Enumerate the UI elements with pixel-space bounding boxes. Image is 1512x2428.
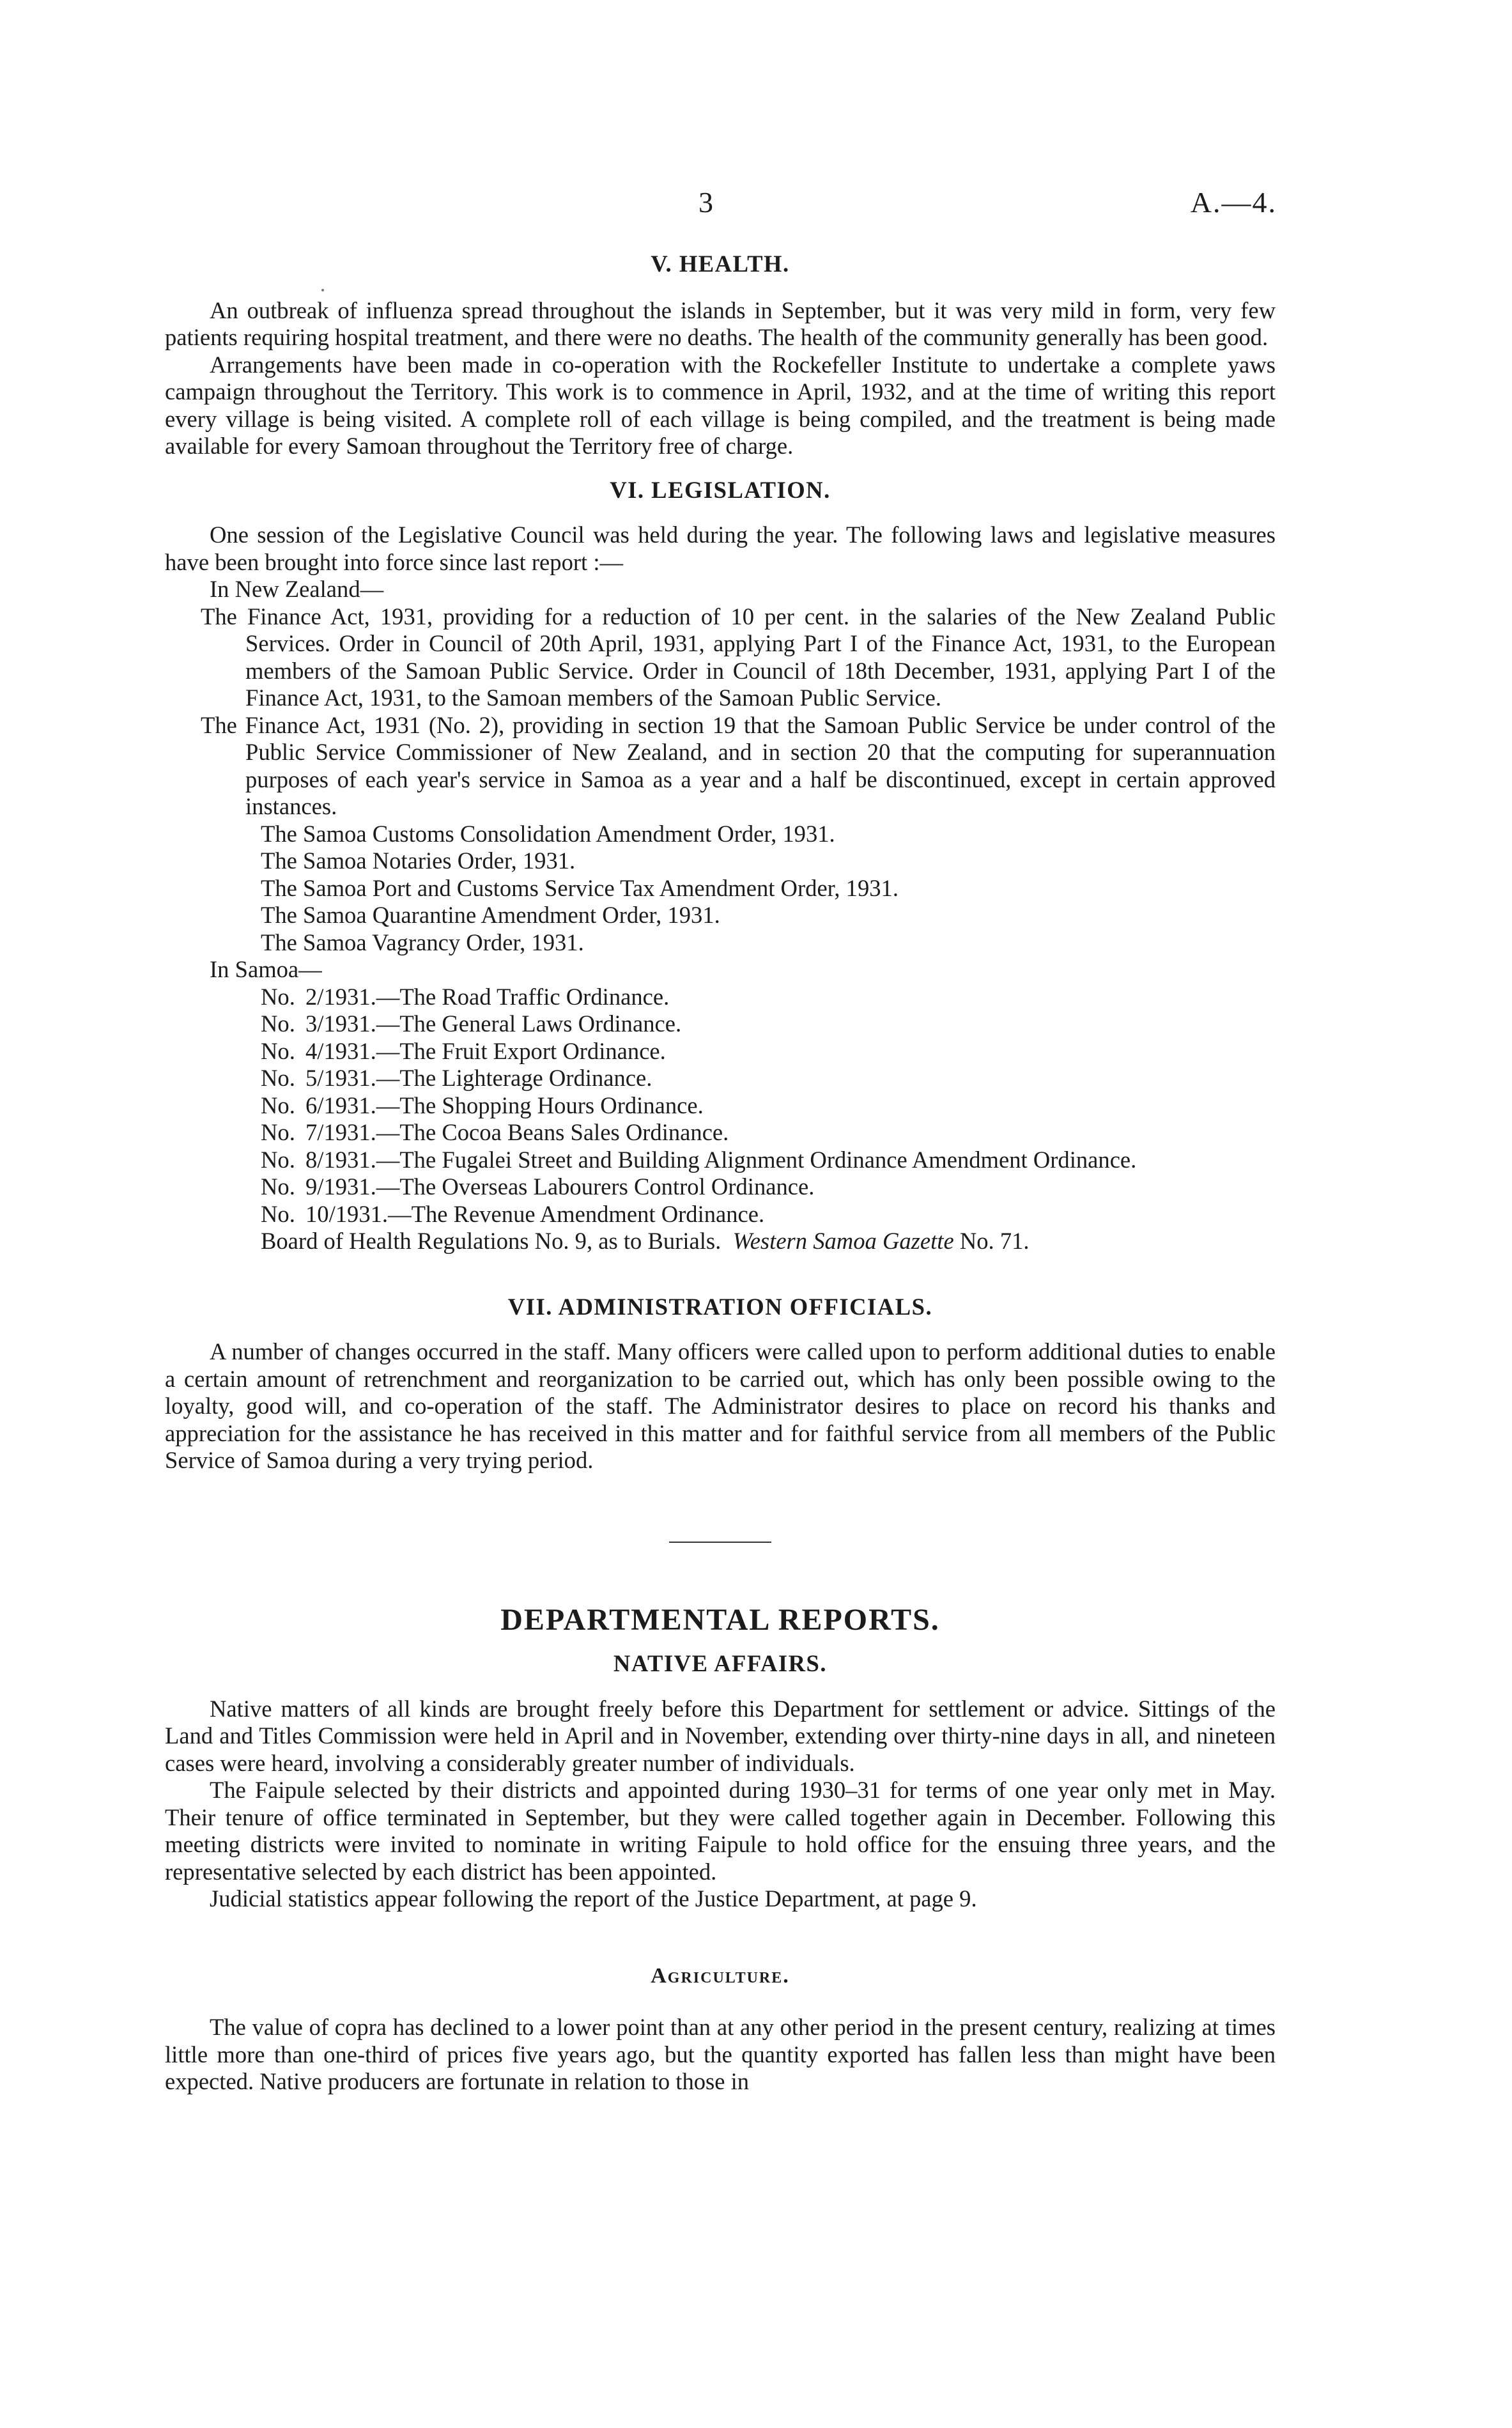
agriculture-paragraph: The value of copra has declined to a lower point than at any other period in the present century, realizing at times little more than one-third of prices five years ago, but the quantity exported has fallen less than might have been expected. Native producers are fortunate in relation to those in	[165, 2014, 1276, 2094]
legislation-intro: One session of the Legislative Council was held during the year. The following laws and legislative measures have been brought into force since last report :—	[165, 522, 1276, 575]
nz-item-finance-act: The Finance Act, 1931, providing for a reduction of 10 per cent. in the salaries of the New Zealand Public Services. Order in Council of 20th April, 1931, applying Part I of the Finance Act, 1931, to the European members of the Samoan Public Service. Order in Council of 18th December, 1931, applying Part I of the Finance Act, 1931, to the Samoan members of the Samoan Public Service.	[201, 603, 1276, 711]
ordinance-number: 7/1931.	[305, 1119, 376, 1145]
nz-order: The Samoa Port and Customs Service Tax Amendment Order, 1931.	[261, 874, 899, 901]
ordinance-row	[165, 1092, 1276, 1120]
ordinance-row	[165, 1065, 1276, 1092]
ordinance-number: 10/1931.	[305, 1200, 389, 1227]
ordinance-row	[165, 1119, 1276, 1147]
ordinance-row	[165, 1173, 1276, 1201]
native-affairs-paragraph-1: Native matters of all kinds are brought freely before this Department for settlement or advice. Sittings of the Land and Titles Commission were held in April and in November, extending over thirty-nine days in all, and nineteen cases were heard, involving a considerably greater number of individuals.	[165, 1695, 1276, 1776]
native-affairs-paragraph-2: The Faipule selected by their districts and appointed during 1930–31 for terms of one year only met in May. Their tenure of office terminated in September, but they were called together again in December. Following this meeting districts were invited to nominate in writing Faipule to hold office for the ensuing three years, and the representative selected by each district has been appointed.	[165, 1777, 1276, 1885]
ordinance-number: 5/1931.	[305, 1065, 376, 1091]
ordinance-title: —The Shopping Hours Ordinance.	[376, 1092, 704, 1118]
ordinance-title: —The Cocoa Beans Sales Ordinance.	[376, 1119, 729, 1145]
page-body	[165, 251, 1276, 2096]
ordinance-title: —The Overseas Labourers Control Ordinance.	[376, 1173, 815, 1200]
section-heading-legislation: VI. LEGISLATION.	[610, 476, 831, 503]
nz-heading: In New Zealand—	[210, 576, 384, 602]
ordinance-number: 9/1931.	[305, 1173, 376, 1200]
section-heading-health: V. HEALTH.	[651, 251, 790, 277]
ordinance-row	[165, 1201, 1276, 1228]
ordinance-row	[165, 1147, 1276, 1174]
ordinance-title: —The Road Traffic Ordinance.	[376, 983, 670, 1010]
ordinance-title: —The Fugalei Street and Building Alignment Ordinance Amendment Ordinance.	[376, 1146, 1137, 1173]
ordinance-number: 3/1931.	[305, 1010, 376, 1037]
nz-order: The Samoa Quarantine Amendment Order, 1931.	[261, 902, 720, 928]
page-number: 3	[698, 186, 713, 219]
ordinance-number: 8/1931.	[305, 1146, 376, 1173]
health-paragraph-1: An outbreak of influenza spread throughout the islands in September, but it was very mild in form, very few patients requiring hospital treatment, and there were no deaths. The health of the community generally has been good.	[165, 297, 1276, 350]
ordinance-number: 6/1931.	[305, 1092, 376, 1118]
ordinance-no: No.	[261, 1065, 295, 1091]
ordinance-no: No.	[261, 983, 295, 1010]
ordinance-row	[165, 984, 1276, 1011]
ordinance-no: No.	[261, 1173, 295, 1200]
agriculture-heading: Agriculture.	[651, 1963, 790, 1988]
ordinance-no: No.	[261, 1037, 295, 1064]
board-of-health-regulations	[165, 1228, 1276, 1255]
nz-order: The Samoa Customs Consolidation Amendment Order, 1931.	[261, 820, 835, 847]
ordinance-no: No.	[261, 1119, 295, 1145]
document-reference: A.—4.	[1190, 186, 1277, 219]
ordinance-title: —The Revenue Amendment Ordinance.	[388, 1200, 765, 1227]
page-header	[0, 185, 1512, 236]
ordinance-row	[165, 1038, 1276, 1065]
ordinance-row	[165, 1010, 1276, 1038]
officials-paragraph: A number of changes occurred in the staff. Many officers were called upon to perform additional duties to enable a certain amount of retrenchment and reorganization to be carried out, which has only been possible owing to the loyalty, good will, and co-operation of the staff. The Administrator desires to place on record his thanks and appreciation for the assistance he has received in this matter and for faithful service from all members of the Public Service of Samoa during a very trying period.	[165, 1338, 1276, 1473]
ordinance-no: No.	[261, 1010, 295, 1037]
nz-order: The Samoa Vagrancy Order, 1931.	[261, 929, 584, 955]
ordinance-title: —The Fruit Export Ordinance.	[376, 1037, 666, 1064]
ordinance-title: —The Lighterage Ordinance.	[376, 1065, 652, 1091]
nz-order: The Samoa Notaries Order, 1931.	[261, 847, 576, 874]
nz-item-finance-act-no2: The Finance Act, 1931 (No. 2), providing in section 19 that the Samoan Public Service be under control of the Public Service Commissioner of New Zealand, and in section 20 that the computing for superannuation purposes of each year's service in Samoa as a year and a half be discontinued, except in certain approved instances.	[201, 711, 1276, 819]
samoa-heading: In Samoa—	[210, 956, 322, 982]
health-paragraph-2: Arrangements have been made in co-operation with the Rockefeller Institute to undertake a complete yaws campaign throughout the Territory. This work is to commence in April, 1932, and at the time of writing this report every village is being visited. A complete roll of each village is being compiled, and the treatment is being made available for every Samoan throughout the Territory free of charge.	[165, 351, 1276, 459]
native-affairs-paragraph-3: Judicial statistics appear following the report of the Justice Department, at page 9.	[210, 1885, 977, 1912]
gazette-number: No. 71.	[959, 1228, 1030, 1254]
departmental-reports-heading: DEPARTMENTAL REPORTS.	[500, 1602, 940, 1637]
ordinance-no: No.	[261, 1146, 295, 1173]
ordinance-title: —The General Laws Ordinance.	[376, 1010, 682, 1037]
ordinance-no: No.	[261, 1200, 295, 1227]
ordinance-number: 2/1931.	[305, 983, 376, 1010]
ordinance-number: 4/1931.	[305, 1037, 376, 1064]
board-regs-text: Board of Health Regulations No. 9, as to Burials.	[261, 1228, 721, 1254]
gazette-title: Western Samoa Gazette	[732, 1228, 954, 1254]
ordinance-no: No.	[261, 1092, 295, 1118]
section-heading-officials: VII. ADMINISTRATION OFFICIALS.	[507, 1293, 933, 1320]
native-affairs-heading: NATIVE AFFAIRS.	[613, 1650, 828, 1676]
